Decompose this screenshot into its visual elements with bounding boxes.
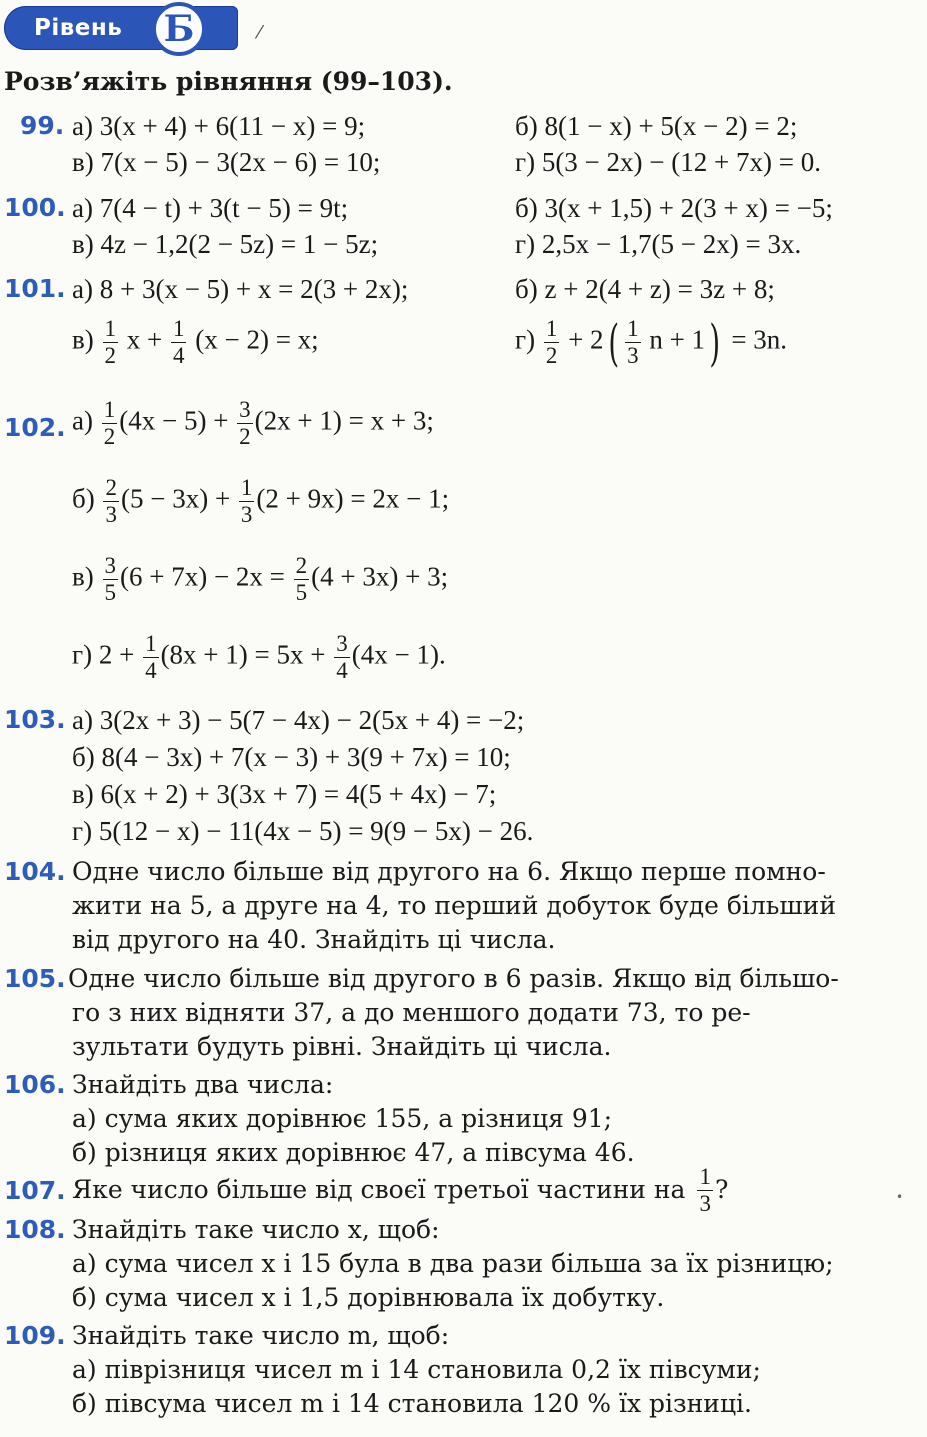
denominator: 5 xyxy=(104,580,116,605)
fraction xyxy=(625,317,641,368)
text-108-line1: Знайдіть таке число x, щоб: xyxy=(72,1215,440,1244)
text-108-line3: б) сума чисел x і 1,5 дорівнювала їх добутку. xyxy=(72,1283,665,1312)
level-badge xyxy=(4,6,238,50)
denominator: 3 xyxy=(105,502,117,527)
eq-102v xyxy=(72,554,448,605)
text-108-line2: а) сума чисел x і 15 була в два рази більша за їх різницю; xyxy=(72,1249,834,1278)
text-109-line3: б) півсума чисел m і 14 становила 120 % їх різниці. xyxy=(72,1389,752,1418)
text-104-line2: жити на 5, а друге на 4, то перший добуток буде більший xyxy=(72,891,836,920)
problem-number-103: 103. xyxy=(4,705,66,734)
eq-part: n + 1 xyxy=(649,324,706,355)
fraction xyxy=(103,476,119,527)
intro-heading: Розв’яжіть рівняння (99–103). xyxy=(4,67,453,96)
text-106-line2: а) сума яких дорівнює 155, а різниця 91; xyxy=(72,1104,613,1133)
eq-100a: а) 7(4 − t) + 3(t − 5) = 9t; xyxy=(72,193,349,223)
denominator: 4 xyxy=(172,343,185,368)
eq-100b: б) 3(x + 1,5) + 2(3 + x) = −5; xyxy=(515,193,833,223)
denominator: 2 xyxy=(239,424,251,449)
text-109-line1: Знайдіть таке число m, щоб: xyxy=(72,1321,450,1350)
eq-102a xyxy=(72,398,434,449)
eq-99b: б) 8(1 − x) + 5(x − 2) = 2; xyxy=(515,111,798,141)
eq-101a: а) 8 + 3(x − 5) + x = 2(3 + 2x); xyxy=(72,274,409,304)
speck-mark-icon: • xyxy=(896,1190,904,1204)
fraction xyxy=(171,317,187,368)
level-label: Рівень xyxy=(34,15,123,41)
eq-100v: в) 4z − 1,2(2 − 5z) = 1 − 5z; xyxy=(72,229,379,259)
numerator: 1 xyxy=(545,316,558,341)
problem-number-108: 108. xyxy=(4,1215,66,1244)
denominator: 2 xyxy=(103,424,116,449)
problem-number-100: 100. xyxy=(4,193,66,222)
numerator: 3 xyxy=(104,553,116,578)
fraction xyxy=(294,554,310,605)
eq-part: (6 + 7x) − 2x = xyxy=(120,561,285,592)
eq-101g xyxy=(515,313,788,372)
eq-101b: б) z + 2(4 + z) = 3z + 8; xyxy=(515,274,775,304)
eq-part: x + xyxy=(126,324,163,355)
problem-number-104: 104. xyxy=(4,857,66,886)
eq-part: (2x + 1) = x + 3; xyxy=(254,405,434,436)
numerator: 1 xyxy=(104,316,116,341)
text-109-line2: а) піврізниця чисел m і 14 становила 0,2 їх півсуми; xyxy=(72,1355,761,1384)
eq-99v: в) 7(x − 5) − 3(2x − 6) = 10; xyxy=(72,147,381,177)
problem-number-102: 102. xyxy=(4,413,66,442)
level-letter: Б xyxy=(152,2,206,56)
problem-number-101: 101. xyxy=(4,274,66,303)
text-105-line3: зультати будуть рівні. Знайдіть ці числа. xyxy=(72,1032,612,1061)
item-label: г) xyxy=(72,639,93,670)
numerator: 1 xyxy=(699,1163,711,1189)
item-label: г) xyxy=(515,324,536,355)
fraction xyxy=(102,398,118,449)
fraction xyxy=(544,317,560,368)
fraction xyxy=(697,1165,713,1216)
eq-103v: в) 6(x + 2) + 3(3x + 7) = 4(5 + 4x) − 7; xyxy=(72,779,497,809)
problem-number-105: 105. xyxy=(4,964,66,993)
eq-103g: г) 5(12 − x) − 11(4x − 5) = 9(9 − 5x) − 26. xyxy=(72,816,534,846)
eq-part: (5 − 3x) + xyxy=(120,483,231,514)
text-104-line1: Одне число більше від другого на 6. Якщо перше помно- xyxy=(72,857,826,886)
eq-part: = 3n. xyxy=(731,324,788,355)
eq-part: (2 + 9x) = 2x − 1; xyxy=(256,483,450,514)
pen-mark-icon: ⁄ xyxy=(258,22,262,43)
text-107-body: Яке число більше від своєї третьої частини на xyxy=(72,1175,686,1204)
numerator: 3 xyxy=(239,397,251,422)
eq-part: 2 + xyxy=(98,639,135,670)
fraction xyxy=(334,632,350,683)
denominator: 2 xyxy=(104,343,116,368)
numerator: 1 xyxy=(240,475,253,500)
text-104-line3: від другого на 40. Знайдіть ці числа. xyxy=(72,925,556,954)
right-paren: ) xyxy=(709,313,721,372)
eq-part: (4 + 3x) + 3; xyxy=(311,561,449,592)
numerator: 3 xyxy=(336,631,348,656)
eq-99a: а) 3(x + 4) + 6(11 − x) = 9; xyxy=(72,111,366,141)
fraction xyxy=(143,632,159,683)
eq-102g xyxy=(72,632,446,683)
problem-number-106: 106. xyxy=(4,1070,66,1099)
eq-103b: б) 8(4 − 3x) + 7(x − 3) + 3(9 + 7x) = 10; xyxy=(72,742,511,772)
denominator: 4 xyxy=(336,658,348,683)
text-107 xyxy=(72,1158,728,1222)
eq-101v xyxy=(72,317,319,368)
text-106-line3: б) різниця яких дорівнює 47, а півсума 46. xyxy=(72,1138,635,1167)
denominator: 2 xyxy=(545,343,558,368)
eq-100g: г) 2,5x − 1,7(5 − 2x) = 3x. xyxy=(515,229,802,259)
eq-99g: г) 5(3 − 2x) − (12 + 7x) = 0. xyxy=(515,147,821,177)
eq-part: (4x − 1). xyxy=(351,639,446,670)
numerator: 1 xyxy=(103,397,116,422)
denominator: 3 xyxy=(240,502,253,527)
item-label: в) xyxy=(72,561,94,592)
text-105-line2: го з них відняти 37, а до меншого додати 73, то ре- xyxy=(72,998,751,1027)
eq-part: + 2 xyxy=(568,324,604,355)
item-label: а) xyxy=(72,405,93,436)
item-label: б) xyxy=(72,483,95,514)
numerator: 2 xyxy=(295,553,308,578)
numerator: 1 xyxy=(172,316,185,341)
left-paren: ( xyxy=(607,313,619,372)
numerator: 1 xyxy=(627,316,639,341)
eq-part: (x − 2) = x; xyxy=(195,324,319,355)
problem-number-99: 99. xyxy=(20,111,65,140)
eq-103a: а) 3(2x + 3) − 5(7 − 4x) − 2(5x + 4) = −2; xyxy=(72,705,525,735)
text-105-line1: Одне число більше від другого в 6 разів. Якщо від більшо- xyxy=(68,964,839,993)
item-label: в) xyxy=(72,324,94,355)
denominator: 5 xyxy=(295,580,308,605)
text-106-line1: Знайдіть два числа: xyxy=(72,1070,334,1099)
problem-number-109: 109. xyxy=(4,1321,66,1350)
denominator: 3 xyxy=(627,343,639,368)
eq-part: (4x − 5) + xyxy=(119,405,229,436)
denominator: 4 xyxy=(145,658,157,683)
fraction xyxy=(103,317,119,368)
numerator: 1 xyxy=(145,631,157,656)
problem-number-107: 107. xyxy=(4,1176,66,1205)
text-107-end: ? xyxy=(714,1175,729,1204)
fraction xyxy=(239,476,255,527)
eq-part: (8x + 1) = 5x + xyxy=(160,639,326,670)
fraction xyxy=(237,398,253,449)
fraction xyxy=(103,554,119,605)
numerator: 2 xyxy=(105,475,117,500)
denominator: 3 xyxy=(699,1190,711,1216)
eq-102b xyxy=(72,476,449,527)
